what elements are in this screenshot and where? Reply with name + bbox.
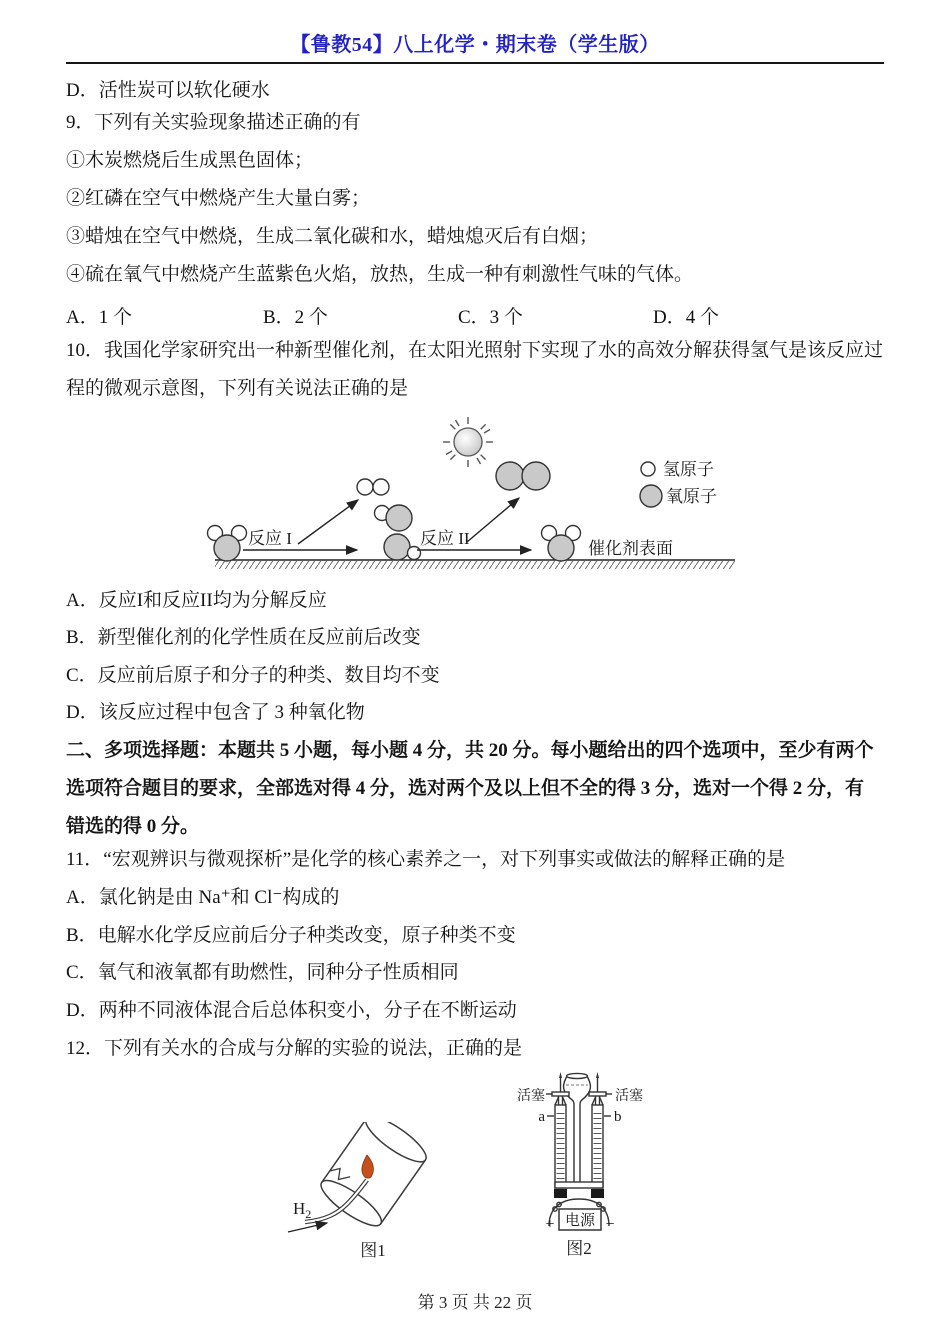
- minus-terminal: −: [605, 1216, 615, 1233]
- q9-options-row: [0, 302, 950, 326]
- q10-option-c: C．反应前后原子和分子的种类、数目均不变: [66, 665, 440, 686]
- q11-option-d: D．两种不同液体混合后总体积变小，分子在不断运动: [66, 1000, 517, 1021]
- question-10-stem-line1: 10．我国化学家研究出一种新型催化剂，在太阳光照射下实现了水的高效分解获得氢气是该反应过: [66, 340, 884, 361]
- electrode-left: [554, 1189, 567, 1198]
- electrode-right: [591, 1189, 604, 1198]
- page-footer: 第 3 页 共 22 页: [417, 1293, 533, 1312]
- piston-label-right: 活塞: [615, 1089, 643, 1104]
- q12-figure1: [285, 1122, 460, 1267]
- q11-option-c: C．氧气和液氧都有助燃性，同种分子性质相同: [66, 962, 459, 983]
- q10-option-a: A．反应I和反应II均为分解反应: [66, 590, 327, 611]
- peroxide-intermediate: [375, 505, 421, 560]
- reaction2-label: 反应 II: [420, 529, 470, 548]
- question-9-stem: 9．下列有关实验现象描述正确的有: [66, 112, 361, 133]
- legend-hydrogen-icon: [641, 462, 655, 476]
- q10-option-d: D．该反应过程中包含了 3 种氧化物: [66, 702, 365, 723]
- q11-option-b: B．电解水化学反应前后分子种类改变，原子种类不变: [66, 925, 516, 946]
- reaction1-label: 反应 I: [248, 529, 292, 548]
- q9-option-b: B．2 个: [263, 307, 328, 328]
- q10-option-b: B．新型催化剂的化学性质在反应前后改变: [66, 627, 421, 648]
- reaction2-diagonal-arrow: [467, 498, 519, 542]
- q9-item-3: ③蜡烛在空气中燃烧，生成二氧化碳和水，蜡烛熄灭后有白烟；: [66, 226, 599, 247]
- figure2-caption: 图2: [566, 1239, 592, 1258]
- h2-arrow: [288, 1223, 327, 1232]
- legend-oxygen-label: 氧原子: [666, 487, 717, 506]
- q9-option-a: A．1 个: [66, 307, 132, 328]
- question-10-stem-line2: 程的微观示意图，下列有关说法正确的是: [66, 378, 409, 399]
- q12-figure2: [495, 1068, 675, 1268]
- question-11-stem: 11．“宏观辨识与微观探析”是化学的核心素养之一，对下列事实或做法的解释正确的是: [66, 849, 786, 870]
- catalyst-surface: [215, 560, 735, 569]
- section2-heading-line3: 错选的得 0 分。: [66, 816, 200, 837]
- header-divider: [66, 62, 884, 64]
- electrolysis-tube-a: [552, 1072, 569, 1188]
- q9-option-c: C．3 个: [458, 307, 523, 328]
- flame-icon: [362, 1155, 374, 1178]
- q9-option-d: D．4 个: [653, 307, 719, 328]
- reaction1-diagonal-arrow: [298, 500, 358, 544]
- section2-heading-line2: 选项符合题目的要求，全部选对得 4 分，选对两个及以上但不全的得 3 分，选对一个得 2 分，有: [66, 778, 865, 799]
- section2-heading-line1: 二、多项选择题：本题共 5 小题，每小题 4 分，共 20 分。每小题给出的四个选项中，至少有两个: [66, 740, 874, 761]
- water-molecule-right: [542, 526, 581, 562]
- q11-option-a: A．氯化钠是由 Na⁺和 Cl⁻构成的: [66, 887, 340, 908]
- tube-b-label: b: [614, 1109, 622, 1125]
- gas-tube-inner: [305, 1180, 367, 1222]
- diagram-legend: [640, 460, 717, 507]
- power-supply-label: 电源: [564, 1213, 596, 1229]
- plus-terminal: +: [545, 1216, 555, 1233]
- figure1-caption: 图1: [360, 1241, 386, 1260]
- q9-item-1: ①木炭燃烧后生成黑色固体；: [66, 150, 314, 171]
- sun-icon: [443, 417, 493, 467]
- legend-hydrogen-label: 氢原子: [663, 460, 714, 479]
- q10-micro-diagram: [180, 412, 770, 572]
- connector-channel: [555, 1182, 603, 1188]
- surface-label: 催化剂表面: [588, 539, 673, 558]
- q9-item-2: ②红磷在空气中燃烧产生大量白雾；: [66, 188, 371, 209]
- oxygen-molecule: [496, 462, 550, 490]
- gas-tube: [305, 1180, 367, 1222]
- page-title: 【鲁教54】八上化学・期末卷（学生版）: [290, 34, 660, 56]
- hydrogen-molecule: [357, 479, 389, 495]
- thistle-funnel: [564, 1073, 591, 1182]
- piston-label-left: 活塞: [517, 1089, 545, 1104]
- legend-oxygen-icon: [640, 485, 662, 507]
- water-molecule-left: [208, 526, 247, 562]
- option-d8: D．活性炭可以软化硬水: [66, 80, 270, 101]
- electrolysis-tube-b: [589, 1072, 606, 1188]
- q9-item-4: ④硫在氧气中燃烧产生蓝紫色火焰，放热，生成一种有刺激性气味的气体。: [66, 264, 694, 285]
- h2-gas-label: $H_2$: [293, 1199, 312, 1221]
- tube-a-label: a: [538, 1109, 545, 1125]
- question-12-stem: 12．下列有关水的合成与分解的实验的说法，正确的是: [66, 1038, 523, 1059]
